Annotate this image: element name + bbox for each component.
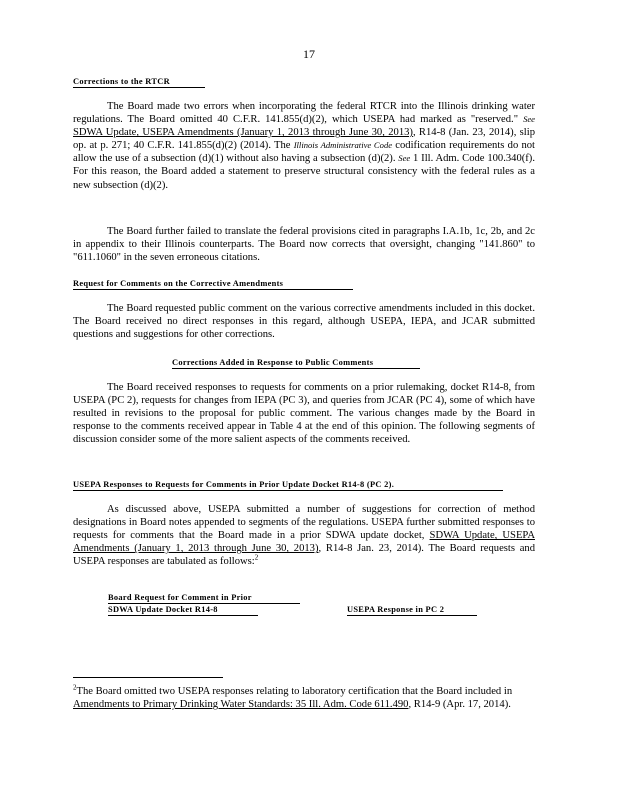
section-heading-rtcr-corrections: Corrections to the RTCR: [73, 77, 205, 88]
paragraph-translation-failure: The Board further failed to translate the federal provisions cited in paragraphs I.A.1b, 1c, 2b, and 2c in appendix to their Illinois counterparts. The Board now corrects that oversight, changing "141.860" to "611.1060" in the seven erroneous citations.: [73, 226, 535, 264]
paragraph-responses-received: The Board received responses to requests for comments on a prior rulemaking, docket R14-8, from USEPA (PC 2), requests for changes from IEPA (PC 3), and queries from JCAR (PC 4), some of which have resulted in revisions to the proposal for public comment. The various changes made by the Board in response to the comments received appear in Table 4 at the end of this opinion. The following segments of discussion consider some of the more salient aspects of the comments received.: [73, 382, 535, 446]
paragraph-public-comment: The Board requested public comment on the various corrective amendments included in this docket. The Board received no direct responses in this regard, although USEPA, IEPA, and JCAR submitted questions and suggestions for other corrections.: [73, 303, 535, 341]
table-header-rule-3: [347, 615, 477, 616]
footnote-2: $^2$The Board omitted two USEPA responses relating to laboratory certification that the Board included in Amendments to Primary Drinking Water Standards: 35 Ill. Adm. Code 611.490, R14-9 (Apr. 17, 2014).: [73, 683, 513, 711]
table-header-rule-1: [108, 603, 300, 604]
citation-link-sdwa-update-2: SDWA Update, USEPA Amendments (January 1, 2013 through June 30, 2013): [73, 530, 535, 555]
page-number: 17: [303, 47, 315, 61]
footnote-ref: 2: [254, 553, 259, 562]
table-col1-header-line2: SDWA Update Docket R14-8: [108, 605, 218, 614]
paragraph-usepa-suggestions: As discussed above, USEPA submitted a number of suggestions for correction of method designations in Board notes appended to segments of the regulations. USEPA further submitted responses to requests for comments that the Board made in a prior SDWA update docket, SDWA Update, USEPA Amendments (January 1, 2013 through June 30, 2013), R14-8 Jan. 23, 2014). The Board requests and USEPA responses are tabulated as follows:$^2$: [73, 504, 536, 568]
paragraph-rtcr-errors: The Board made two errors when incorporating the federal RTCR into the Illinois drinking water regulations. The Board omitted 40 C.F.R. 141.855(d)(2), which USEPA had marked as "reserved." See SDWA Update, USEPA Amendments (January 1, 2013 through June 30, 2013), R14-8 (Jan. 23, 2014), slip op. at p. 271; 40 C.F.R. 141.855(d)(2) (2014). The Illinois Administrative Code codification requirements do not allow the use of a subsection (d)(1) without also having a subsection (d)(2). See 1 Ill. Adm. Code 100.340(f). For this reason, the Board added a statement to preserve structural consistency with the federal rules as a new subsection (d)(2).: [73, 101, 535, 191]
table-header-rule-2: [108, 615, 258, 616]
citation-link-sdwa-update: SDWA Update, USEPA Amendments (January 1, 2013 through June 30, 2013): [73, 127, 413, 139]
table-col2-header: USEPA Response in PC 2: [347, 605, 445, 614]
footnote-citation-link: Amendments to Primary Drinking Water Standards: 35 Ill. Adm. Code 611.490: [73, 699, 409, 711]
section-heading-corrections-added: Corrections Added in Response to Public Comments: [172, 358, 420, 369]
table-col1-header-line1: Board Request for Comment in Prior: [108, 593, 252, 602]
section-heading-usepa-responses: USEPA Responses to Requests for Comments in Prior Update Docket R14-8 (PC 2).: [73, 480, 503, 491]
footnote-separator: [73, 677, 223, 678]
section-heading-request-comments: Request for Comments on the Corrective Amendments: [73, 279, 353, 290]
footnote-mark: 2: [73, 683, 77, 692]
